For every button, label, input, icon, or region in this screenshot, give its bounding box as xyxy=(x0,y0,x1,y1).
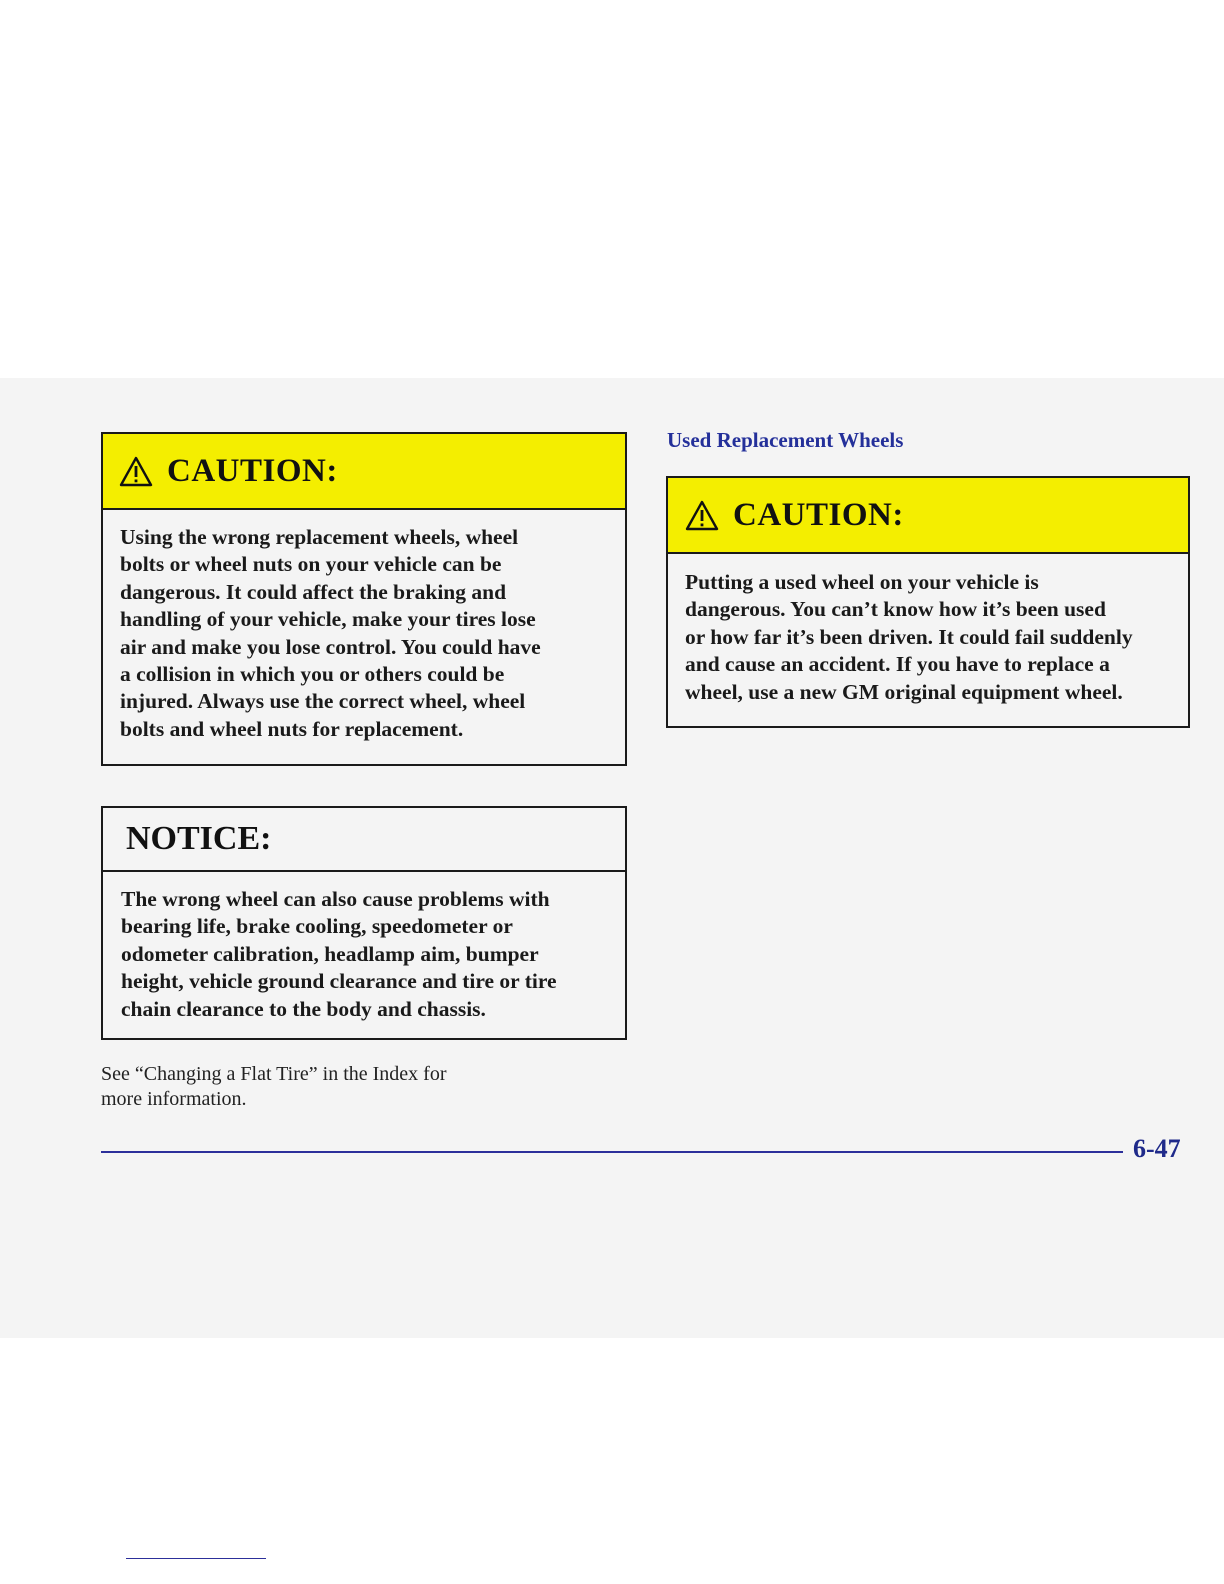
right-caution-line: dangerous. You can’t know how it’s been used xyxy=(685,597,1106,622)
page-number: 6-47 xyxy=(1133,1134,1181,1163)
left-caution-box xyxy=(101,432,627,766)
notice-header xyxy=(103,808,625,872)
notice-heading: NOTICE: xyxy=(126,820,272,857)
notice-line: odometer calibration, headlamp aim, bumper xyxy=(121,941,539,966)
right-caution-line: Putting a used wheel on your vehicle is xyxy=(685,570,1039,594)
notice-box xyxy=(101,806,627,1040)
warning-triangle-icon xyxy=(685,499,719,531)
right-caution-line: or how far it’s been driven. It could fail suddenly xyxy=(685,624,1133,649)
left-caution-line: Using the wrong replacement wheels, wheel xyxy=(120,525,519,549)
left-caution-heading: CAUTION: xyxy=(167,452,338,489)
footer-rule xyxy=(101,1151,1123,1153)
right-caution-line: wheel, use a new GM original equipment wheel. xyxy=(685,679,1123,704)
notice-line: The wrong wheel can also cause problems with xyxy=(121,887,550,911)
notice-body xyxy=(103,872,625,1023)
right-caution-line: and cause an accident. If you have to replace a xyxy=(685,652,1110,677)
notice-line: height, vehicle ground clearance and tire or tire xyxy=(121,969,557,994)
right-caution-body xyxy=(668,554,1188,706)
left-caution-line: bolts or wheel nuts on your vehicle can be xyxy=(120,552,502,577)
right-caution-box xyxy=(666,476,1190,728)
notice-line: bearing life, brake cooling, speedometer or xyxy=(121,914,513,939)
left-caution-header xyxy=(103,434,625,510)
left-caution-line: dangerous. It could affect the braking and xyxy=(120,579,507,604)
left-caution-line: injured. Always use the correct wheel, wheel xyxy=(120,689,526,714)
right-caution-heading: CAUTION: xyxy=(733,496,904,533)
left-caution-line: air and make you lose control. You could have xyxy=(120,634,541,659)
right-caution-header xyxy=(668,478,1188,554)
footnote xyxy=(101,1062,561,1112)
bottom-divider xyxy=(126,1558,266,1559)
warning-triangle-icon xyxy=(119,455,153,487)
footnote-line: See “Changing a Flat Tire” in the Index for xyxy=(101,1063,447,1085)
left-caution-line: a collision in which you or others could be xyxy=(120,662,505,687)
notice-line: chain clearance to the body and chassis. xyxy=(121,996,486,1021)
left-caution-line: handling of your vehicle, make your tires lose xyxy=(120,607,536,632)
left-caution-line: bolts and wheel nuts for replacement. xyxy=(120,716,464,741)
left-caution-body xyxy=(103,510,625,743)
footnote-line: more information. xyxy=(101,1088,247,1110)
section-title: Used Replacement Wheels xyxy=(667,428,904,452)
